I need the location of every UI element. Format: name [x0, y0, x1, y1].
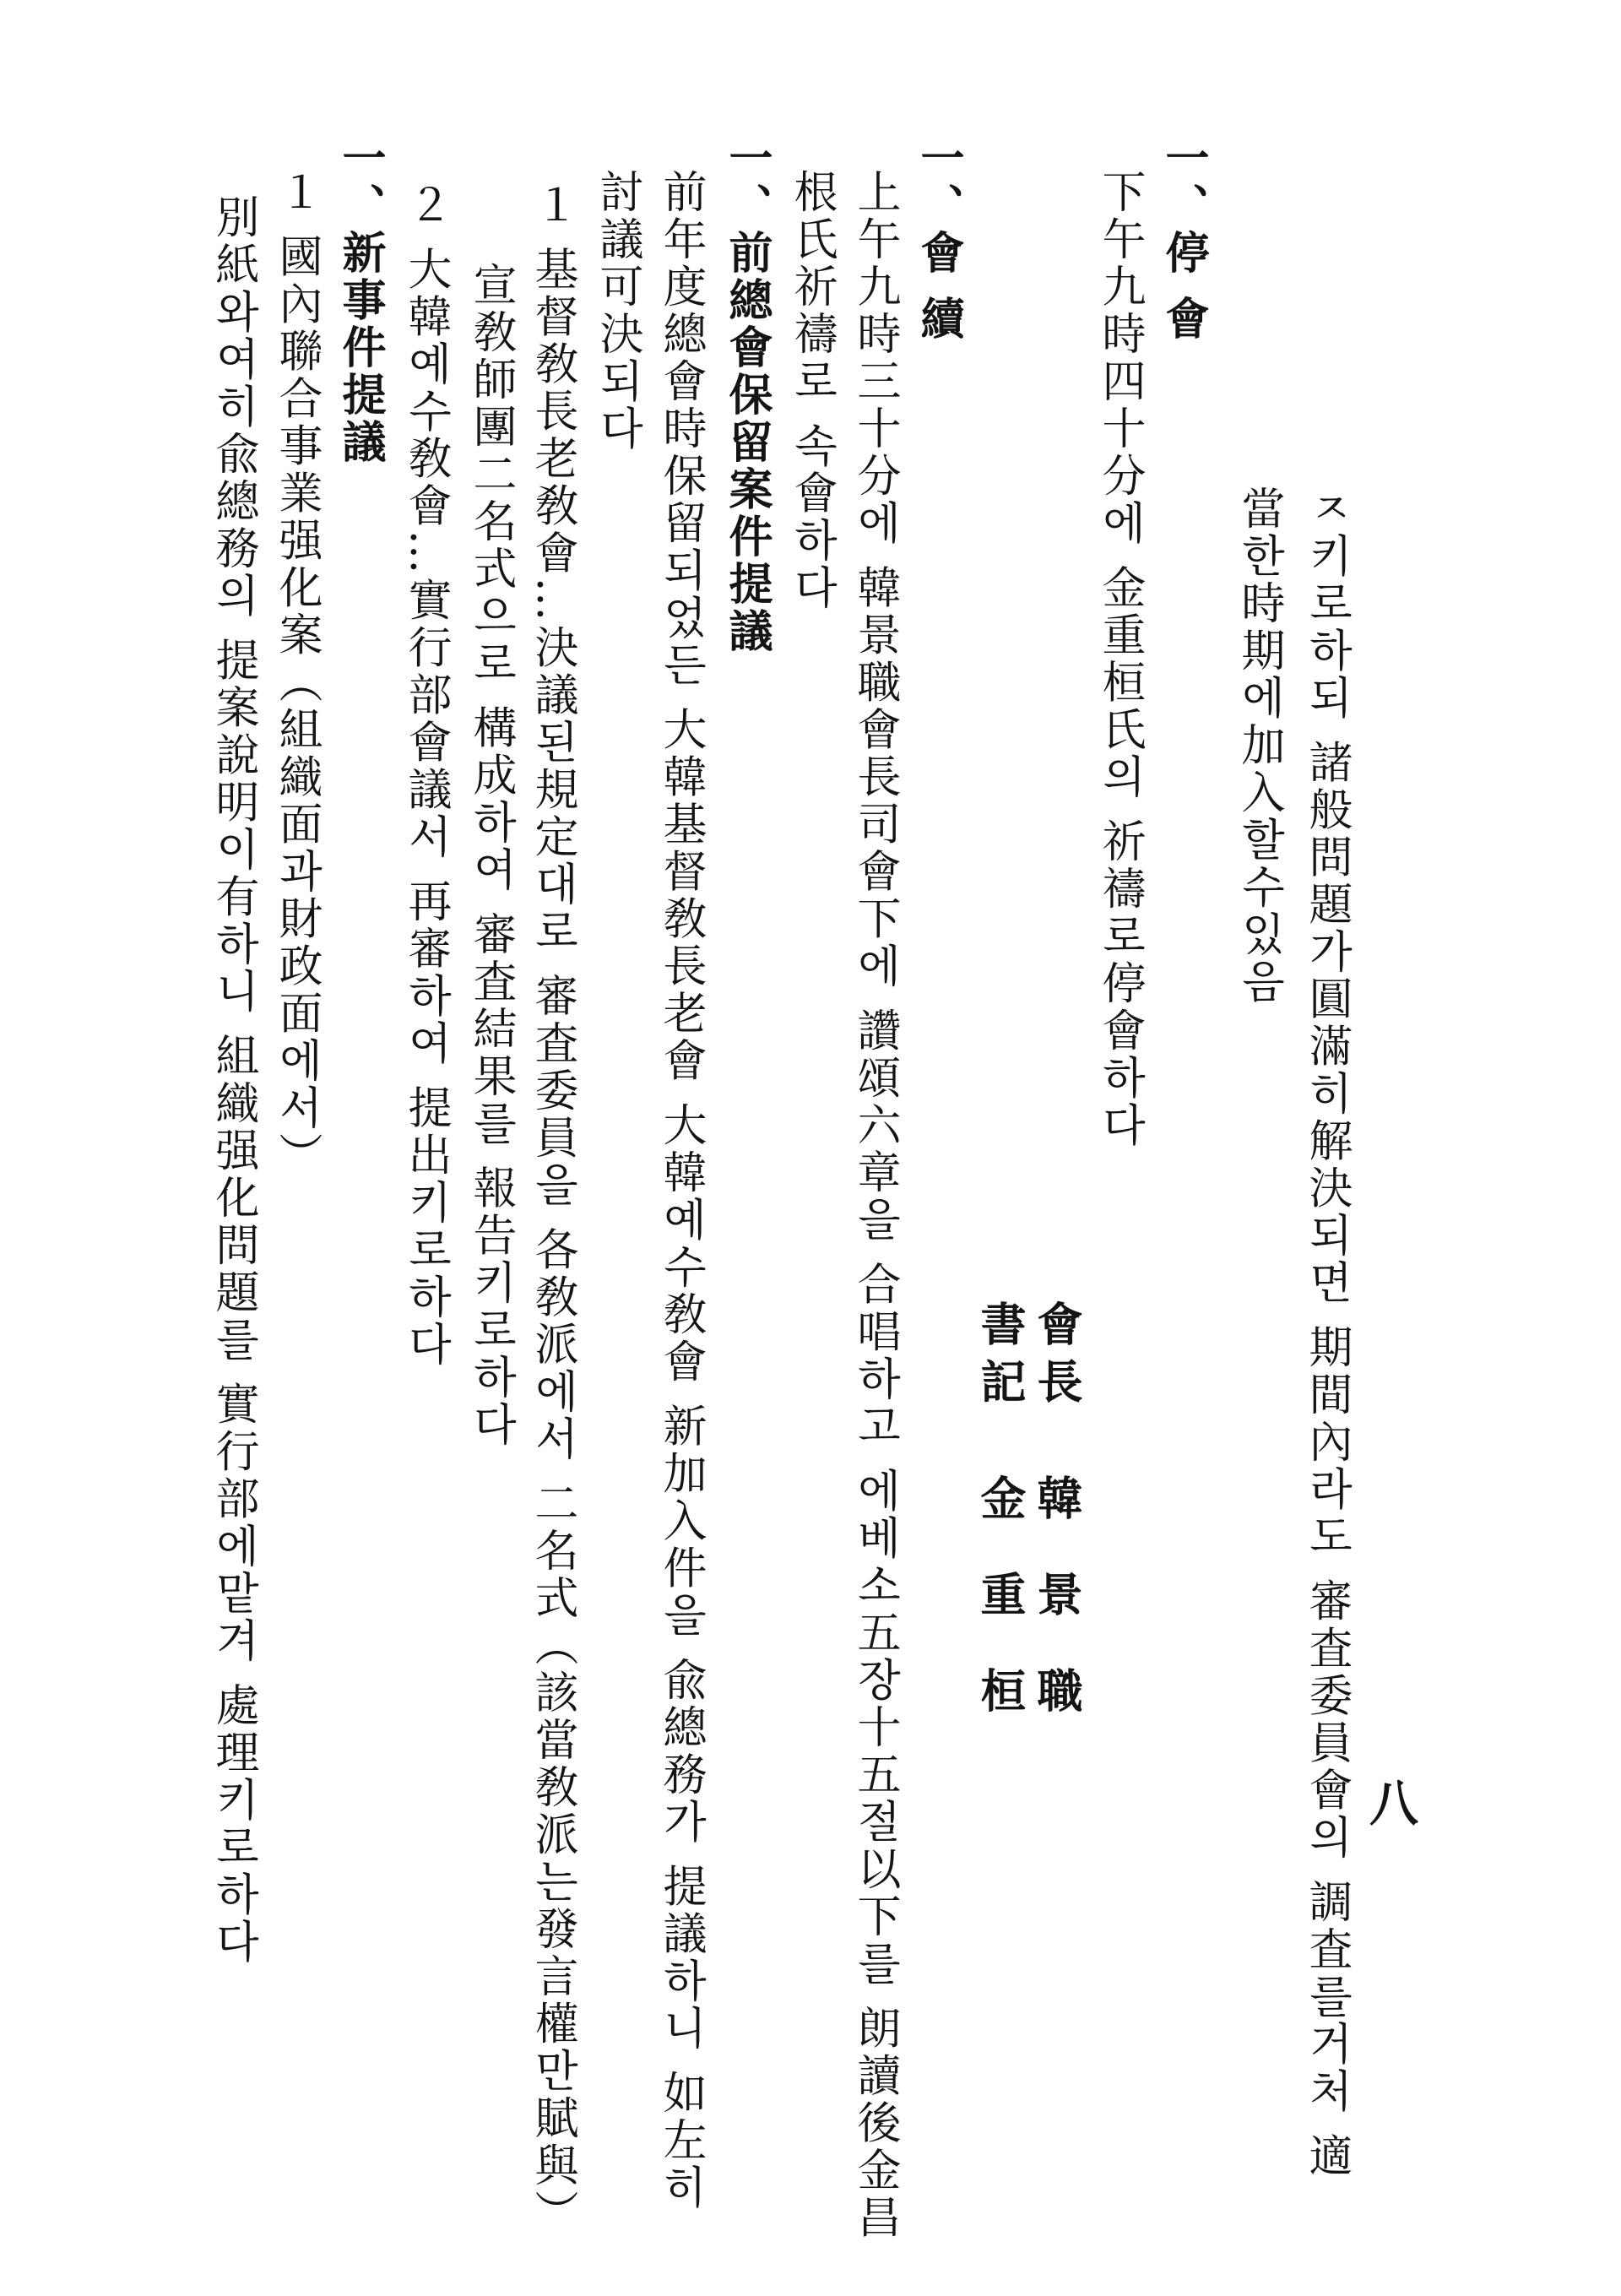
page-number: 八: [1361, 1778, 1418, 1826]
signature-name: 韓景職: [1030, 1474, 1084, 1763]
section-heading: 一、會 續: [913, 135, 964, 344]
text-column: １ 國內聯合事業强化案（組織面과財政面에서）: [271, 169, 322, 1180]
section-heading: 一、停 會: [1157, 135, 1209, 344]
text-column: １ 基督敎長老敎會…決議된規定대로 審査委員을 各敎派에서 二名式（該當敎派는發言權만賦與）: [527, 182, 577, 2238]
text-column: 上午九時三十分에 韓景職會長司會下에 讚頌六章을 合唱하고 에베소五장十五절以下를 朗讀後金昌: [849, 169, 900, 2242]
text-column: 討議可決되다: [592, 169, 642, 453]
signature-secretary: [973, 1300, 1027, 1763]
signature-role: 書記: [973, 1300, 1027, 1415]
signature-role: 會長: [1030, 1300, 1084, 1415]
text-column: 下午九時四十分에 金重桓氏의 祈禱로停會하다: [1094, 169, 1145, 1150]
section-heading: 一、前總會保留案件提議: [721, 135, 773, 655]
text-column: ２ 大韓예수敎會…實行部會議서 再審하여 提出키로하다: [400, 182, 451, 1369]
text-column: ㅈ키로하되 諸般問題가圓滿히解決되면 期間內라도 審査委員會의 調査를거처 適: [1301, 486, 1352, 2180]
signature-chair: [1030, 1300, 1084, 1763]
text-column: 前年度總會時保留되었든 大韓基督敎長老會 大韓예수敎會 新加入件을 兪總務가 提議하니 如左히: [655, 169, 706, 2212]
signature-name: 金重桓: [973, 1474, 1027, 1763]
text-column: 別紙와여히兪總務의 提案說明이有하니 組織强化問題를 實行部에맡겨 處理키로하다: [208, 194, 258, 1967]
text-column: 當한時期에加入할수있음: [1233, 486, 1284, 1006]
text-column: 宣敎師團二名式으로 構成하여 審査結果를 報告키로하다: [465, 262, 516, 1449]
text-column: 根氏祈禱로 속會하다: [786, 169, 837, 612]
section-heading: 一、新事件提議: [334, 135, 386, 466]
